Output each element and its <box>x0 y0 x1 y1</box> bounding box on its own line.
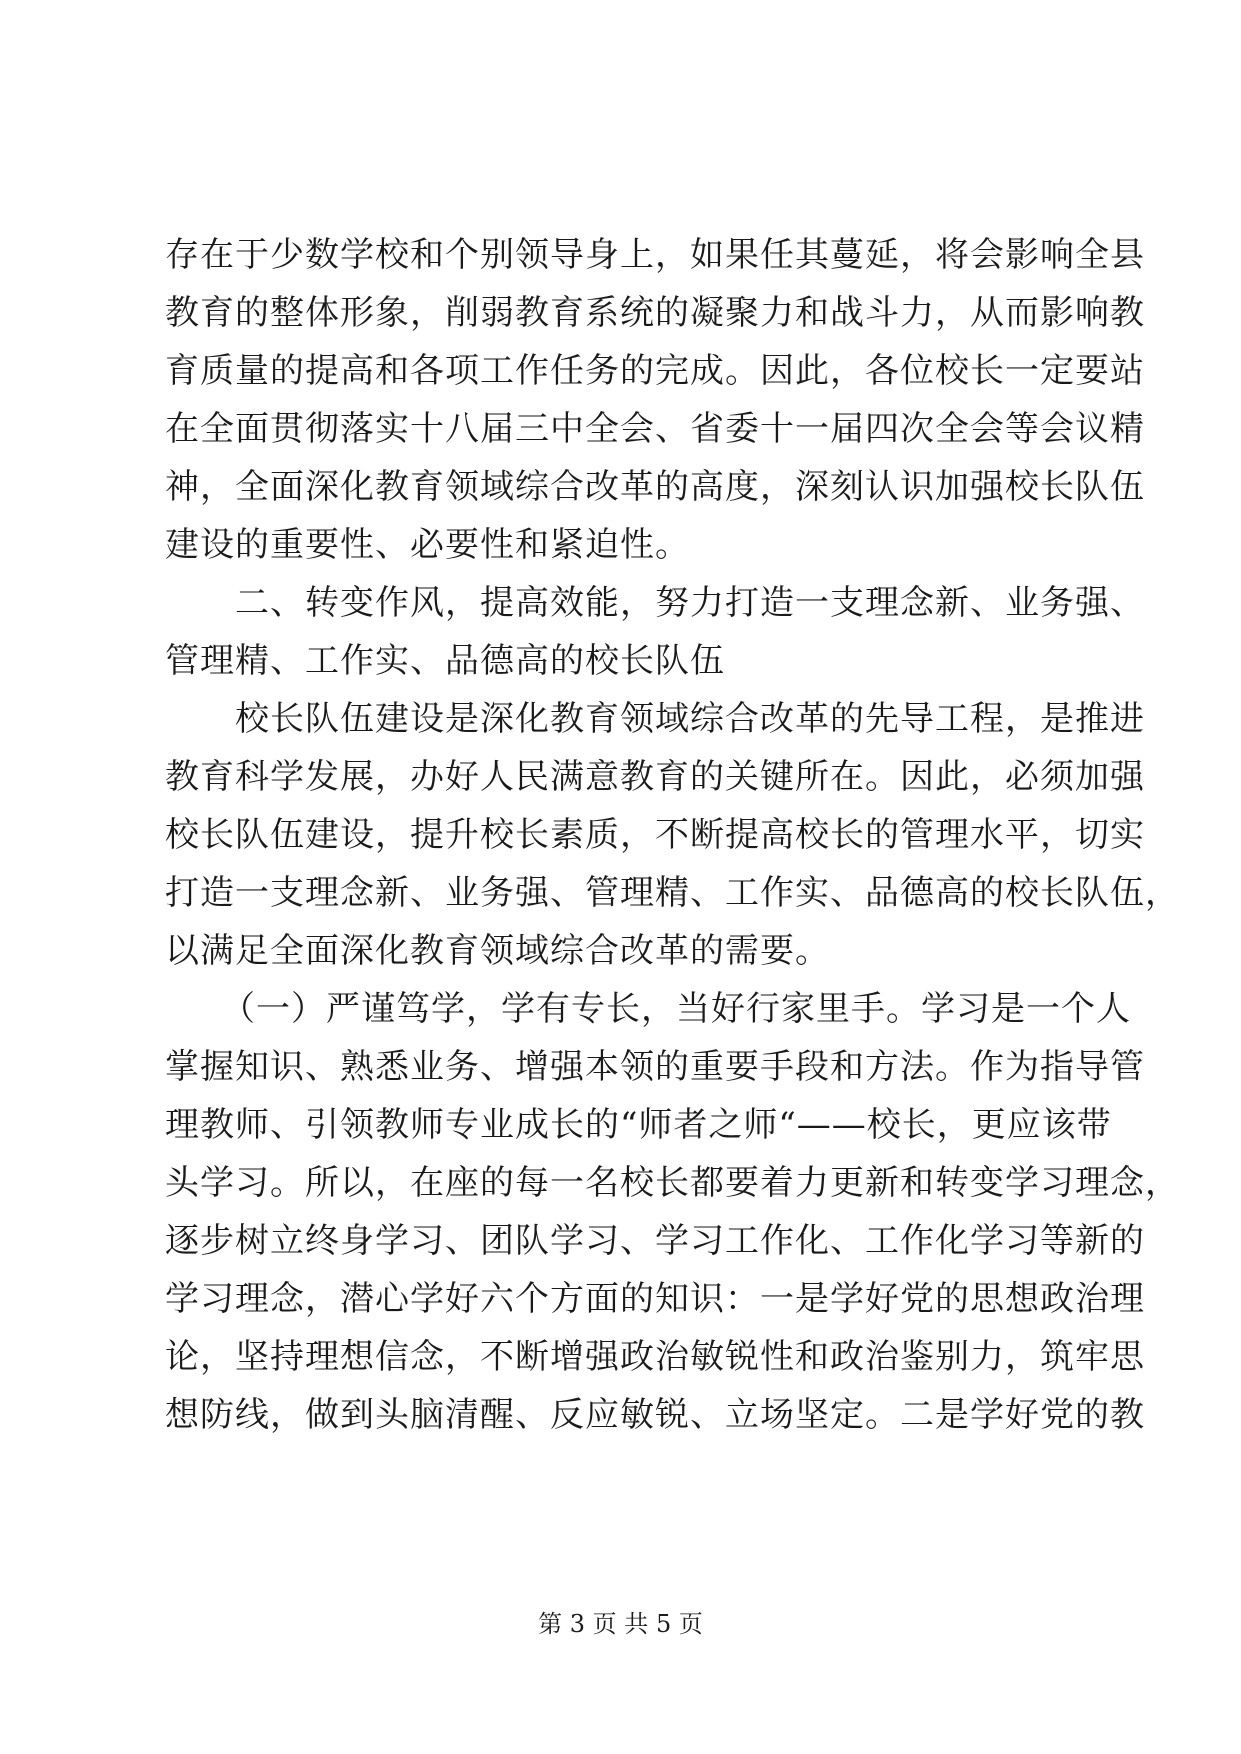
text-line: 头学习。所以，在座的每一名校长都要着力更新和转变学习理念， <box>165 1163 1180 1203</box>
text-line: 论，坚持理想信念，不断增强政治敏锐性和政治鉴别力，筑牢思 <box>165 1337 1145 1377</box>
text-line: 在全面贯彻落实十八届三中全会、省委十一届四次全会等会议精 <box>165 409 1145 449</box>
text-line: 想防线，做到头脑清醒、反应敏锐、立场坚定。二是学好党的教 <box>165 1395 1145 1435</box>
text-line: 打造一支理念新、业务强、管理精、工作实、品德高的校长队伍， <box>165 873 1180 913</box>
text-line: 以满足全面深化教育领域综合改革的需要。 <box>165 931 830 971</box>
text-line: 存在于少数学校和个别领导身上，如果任其蔓延，将会影响全县 <box>165 235 1145 275</box>
page-footer: 第 3 页 共 5 页 <box>538 1610 703 1638</box>
text-line: 校长队伍建设，提升校长素质，不断提高校长的管理水平，切实 <box>165 815 1145 855</box>
text-line: 建设的重要性、必要性和紧迫性。 <box>165 525 690 565</box>
section-heading-line: 二、转变作风，提高效能，努力打造一支理念新、业务强、 <box>235 583 1145 623</box>
section-heading-line: 管理精、工作实、品德高的校长队伍 <box>165 641 725 681</box>
text-line: （一）严谨笃学，学有专长，当好行家里手。学习是一个人 <box>221 989 1131 1029</box>
text-line: 教育的整体形象，削弱教育系统的凝聚力和战斗力，从而影响教 <box>165 293 1145 333</box>
text-line: 学习理念，潜心学好六个方面的知识：一是学好党的思想政治理 <box>165 1279 1145 1319</box>
text-line: 校长队伍建设是深化教育领域综合改革的先导工程，是推进 <box>235 699 1145 739</box>
text-line: 理教师、引领教师专业成长的“师者之师“——校长，更应该带 <box>165 1105 1112 1145</box>
text-line: 教育科学发展，办好人民满意教育的关键所在。因此，必须加强 <box>165 757 1145 797</box>
text-line: 掌握知识、熟悉业务、增强本领的重要手段和方法。作为指导管 <box>165 1047 1145 1087</box>
text-line: 育质量的提高和各项工作任务的完成。因此，各位校长一定要站 <box>165 351 1145 391</box>
text-line: 神，全面深化教育领域综合改革的高度，深刻认识加强校长队伍 <box>165 467 1145 507</box>
text-line: 逐步树立终身学习、团队学习、学习工作化、工作化学习等新的 <box>165 1221 1145 1261</box>
